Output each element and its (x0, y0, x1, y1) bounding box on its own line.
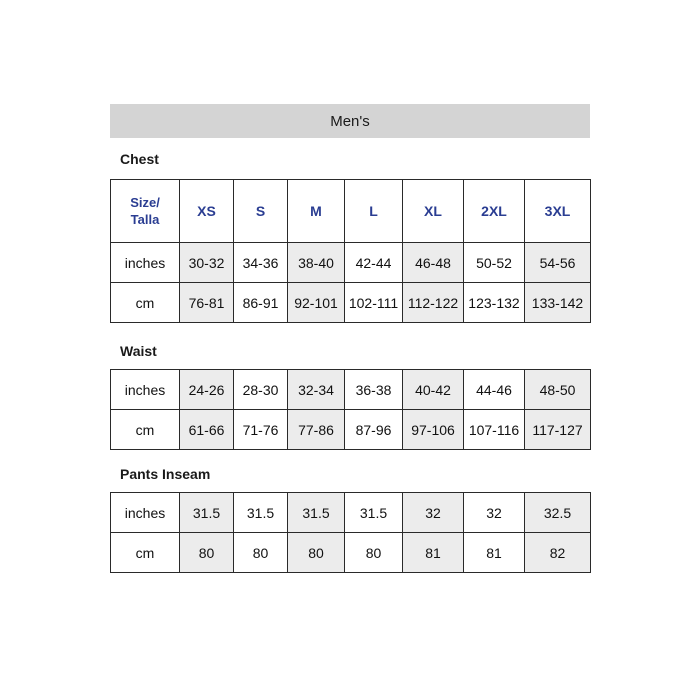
table-cell: 44-46 (464, 370, 525, 410)
table-cell: 123-132 (464, 283, 525, 323)
table-cell: 86-91 (234, 283, 288, 323)
table-cell: 54-56 (525, 243, 591, 283)
table-cell: 38-40 (288, 243, 345, 283)
size-header-m: M (288, 180, 345, 243)
table-cell: 32-34 (288, 370, 345, 410)
table-cell: 50-52 (464, 243, 525, 283)
size-label-line2: Talla (130, 212, 160, 227)
chest-size-header-row (111, 180, 591, 243)
pants-inseam-table (110, 492, 591, 573)
size-header-xl: XL (403, 180, 464, 243)
size-label-line1: Size/ (130, 195, 160, 210)
chest-section-title: Chest (120, 151, 159, 167)
size-header-2xl: 2XL (464, 180, 525, 243)
table-cell: 31.5 (345, 493, 403, 533)
title-banner (110, 104, 590, 138)
table-cell: 71-76 (234, 410, 288, 450)
row-label: cm (111, 533, 180, 573)
waist-cm-row (111, 410, 591, 450)
chest-inches-row (111, 243, 591, 283)
table-cell: 102-111 (345, 283, 403, 323)
waist-table (110, 369, 591, 450)
table-cell: 32.5 (525, 493, 591, 533)
table-cell: 82 (525, 533, 591, 573)
table-cell: 80 (234, 533, 288, 573)
size-header-xs: XS (180, 180, 234, 243)
table-cell: 40-42 (403, 370, 464, 410)
chest-cm-row (111, 283, 591, 323)
table-cell: 133-142 (525, 283, 591, 323)
table-cell: 87-96 (345, 410, 403, 450)
table-cell: 77-86 (288, 410, 345, 450)
table-cell: 28-30 (234, 370, 288, 410)
row-label: cm (111, 410, 180, 450)
inseam-cm-row (111, 533, 591, 573)
inseam-inches-row (111, 493, 591, 533)
table-cell: 36-38 (345, 370, 403, 410)
row-label: inches (111, 493, 180, 533)
table-cell: 31.5 (288, 493, 345, 533)
table-cell: 92-101 (288, 283, 345, 323)
table-cell: 42-44 (345, 243, 403, 283)
table-cell: 32 (464, 493, 525, 533)
table-cell: 30-32 (180, 243, 234, 283)
table-cell: 31.5 (234, 493, 288, 533)
waist-inches-row (111, 370, 591, 410)
row-label: cm (111, 283, 180, 323)
table-cell: 81 (464, 533, 525, 573)
row-label: inches (111, 370, 180, 410)
chest-table (110, 179, 591, 323)
table-cell: 80 (345, 533, 403, 573)
table-cell: 48-50 (525, 370, 591, 410)
table-cell: 34-36 (234, 243, 288, 283)
table-cell: 32 (403, 493, 464, 533)
table-cell: 61-66 (180, 410, 234, 450)
waist-section-title: Waist (120, 343, 157, 359)
table-cell: 112-122 (403, 283, 464, 323)
page-title: Men's (330, 112, 370, 130)
table-cell: 97-106 (403, 410, 464, 450)
size-label-cell (111, 180, 180, 243)
size-header-s: S (234, 180, 288, 243)
table-cell: 80 (288, 533, 345, 573)
pants-inseam-section-title: Pants Inseam (120, 466, 211, 482)
table-cell: 107-116 (464, 410, 525, 450)
table-cell: 46-48 (403, 243, 464, 283)
size-header-l: L (345, 180, 403, 243)
table-cell: 80 (180, 533, 234, 573)
table-cell: 117-127 (525, 410, 591, 450)
table-cell: 31.5 (180, 493, 234, 533)
table-cell: 81 (403, 533, 464, 573)
row-label: inches (111, 243, 180, 283)
table-cell: 76-81 (180, 283, 234, 323)
table-cell: 24-26 (180, 370, 234, 410)
size-header-3xl: 3XL (525, 180, 591, 243)
